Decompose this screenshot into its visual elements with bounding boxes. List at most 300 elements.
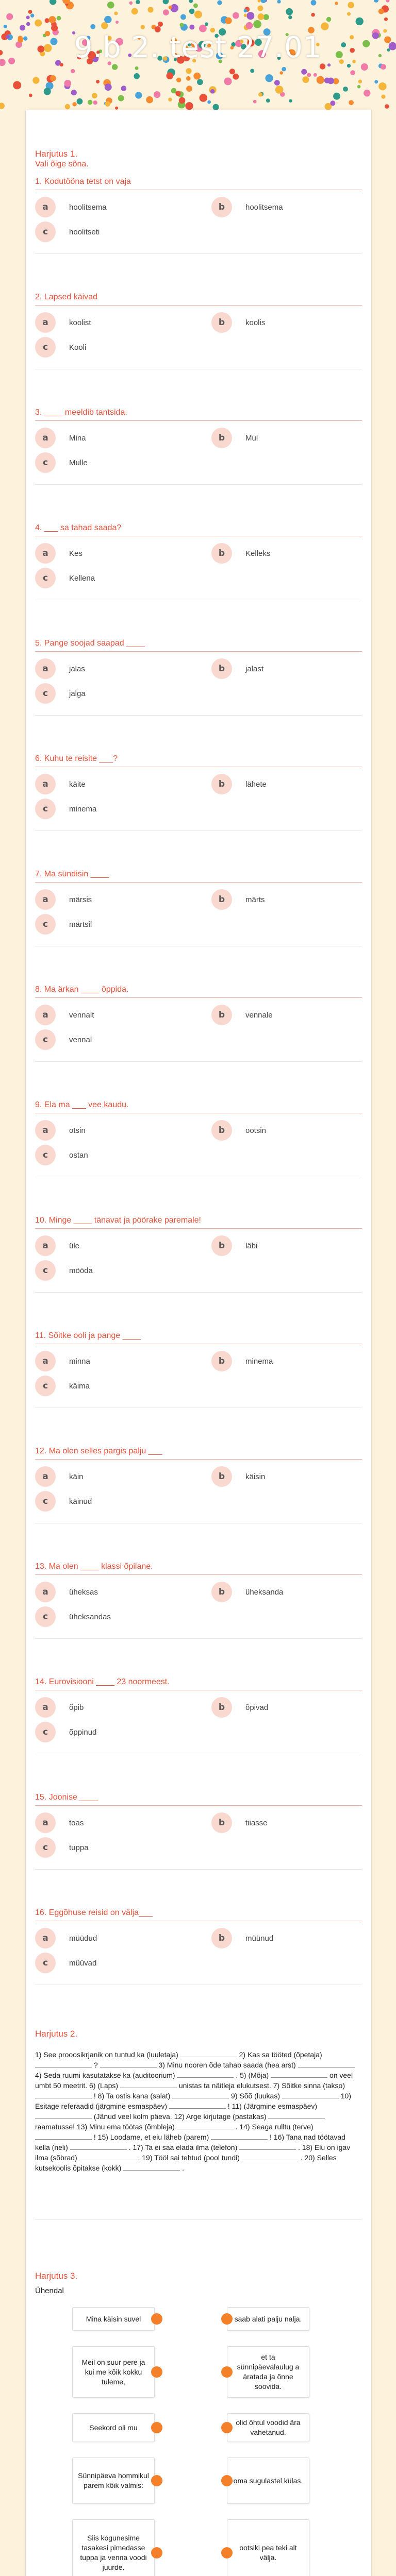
confetti-dot xyxy=(258,92,262,96)
fill-in-blank[interactable] xyxy=(298,2060,355,2067)
option-text: hoolitsema xyxy=(245,202,283,212)
confetti-dot xyxy=(279,71,283,75)
option-a-q3[interactable] xyxy=(35,428,86,448)
option-b-q3[interactable] xyxy=(211,428,258,448)
match-right-card[interactable]: olid õhtul voodid ära vahetanud. xyxy=(227,2413,309,2442)
option-b-q14[interactable] xyxy=(211,1697,268,1718)
option-text: Mina xyxy=(69,433,86,443)
confetti-dot xyxy=(72,102,76,106)
confetti-dot xyxy=(274,80,280,86)
confetti-dot xyxy=(57,16,61,21)
confetti-dot xyxy=(90,24,95,29)
confetti-dot xyxy=(180,14,186,20)
option-letter-a: a xyxy=(35,889,56,910)
option-b-q1[interactable] xyxy=(211,197,283,217)
option-c-q10[interactable] xyxy=(35,1260,93,1281)
option-text: ostan xyxy=(69,1150,88,1160)
confetti-dot xyxy=(29,94,32,97)
confetti-dot xyxy=(154,91,160,98)
match-left-card[interactable]: Sünnipäeva hommikul parem kõik valmis: xyxy=(72,2458,155,2504)
confetti-dot xyxy=(361,63,368,71)
exercise1-title: Harjutus 1. xyxy=(35,149,78,159)
exercise2-text: ! 15) Loodame, et eiu läheb (parem) xyxy=(93,2133,209,2141)
option-a-q12[interactable] xyxy=(35,1466,84,1487)
exercise3-instruction: Ühendal xyxy=(35,2286,64,2295)
exercise2-text: 1) See prooosikrjanik on tuntud ka (luuletaja) xyxy=(35,2050,178,2059)
confetti-dot xyxy=(116,21,119,24)
option-letter-a: a xyxy=(35,543,56,564)
option-text: märsis xyxy=(69,895,92,904)
confetti-dot xyxy=(225,18,232,24)
question-12: 12. Ma olen selles pargis palju ___ xyxy=(35,1447,362,1460)
match-left-card[interactable]: Siis kogunesime tasakesi pimedasse tuppa ja venna voodi juurde. xyxy=(72,2519,155,2576)
option-c-q12[interactable] xyxy=(35,1491,92,1512)
fill-in-blank[interactable] xyxy=(35,2132,92,2140)
confetti-dot xyxy=(197,79,203,85)
match-right-connector[interactable] xyxy=(221,2547,233,2558)
confetti-dot xyxy=(233,12,239,19)
confetti-dot xyxy=(189,9,195,14)
option-letter-c: c xyxy=(35,1837,56,1858)
confetti-dot xyxy=(185,102,193,110)
question-10: 10. Minge ____ tänavat ja pöörake paremale! xyxy=(35,1216,362,1229)
match-left-connector[interactable] xyxy=(151,2313,162,2325)
worksheet-content xyxy=(26,110,371,2576)
confetti-dot xyxy=(77,98,83,105)
confetti-dot xyxy=(282,67,286,72)
option-b-q4[interactable] xyxy=(211,543,270,564)
option-letter-a: a xyxy=(35,1235,56,1256)
option-c-q8[interactable] xyxy=(35,1029,92,1050)
exercise2-text: (Jänud veel kolm päeva. 12) Arge kirjutage (pastakas) xyxy=(93,2112,267,2121)
fill-in-blank[interactable] xyxy=(123,2163,180,2171)
confetti-dot xyxy=(217,1,222,5)
fill-in-blank[interactable] xyxy=(35,2091,92,2098)
option-letter-b: b xyxy=(211,1697,232,1718)
option-text: käisin xyxy=(245,1472,266,1481)
confetti-dot xyxy=(189,25,194,30)
option-a-q16[interactable] xyxy=(35,1928,97,1948)
confetti-dot xyxy=(374,0,378,3)
exercise2-text: ! 16) Tana nad töötavad kella (neli) xyxy=(35,2133,345,2151)
fill-in-blank[interactable] xyxy=(120,2080,177,2088)
confetti-dot xyxy=(167,72,174,79)
worksheet xyxy=(25,110,372,2576)
confetti-dot xyxy=(384,18,388,21)
exercise2-text: ! 11) (Järgmine esmaspäev) xyxy=(227,2102,318,2110)
confetti-dot xyxy=(105,101,110,107)
option-text: hoolitsema xyxy=(69,202,107,212)
option-c-q6[interactable] xyxy=(35,799,96,819)
option-text: Kellena xyxy=(69,573,95,583)
confetti-dot xyxy=(169,6,172,9)
fill-in-blank[interactable] xyxy=(177,2122,234,2129)
exercise2-text: . 20) Selles kutsekoolis õpitakse (kokk) xyxy=(35,2154,337,2172)
option-text: minema xyxy=(245,1357,273,1366)
question-2: 2. Lapsed käivad xyxy=(35,293,362,306)
exercise2-text: ! 8) Ta ostis kana (salat) xyxy=(93,2092,171,2100)
option-letter-b: b xyxy=(211,658,232,679)
option-text: käima xyxy=(69,1381,90,1391)
confetti-dot xyxy=(385,104,389,109)
option-c-q4[interactable] xyxy=(35,568,95,588)
fill-in-blank[interactable] xyxy=(35,2060,92,2067)
confetti-dot xyxy=(107,2,114,9)
option-letter-a: a xyxy=(35,312,56,333)
confetti-dot xyxy=(250,69,254,73)
option-letter-c: c xyxy=(35,1953,56,1973)
fill-in-blank[interactable] xyxy=(70,2142,127,2150)
option-letter-a: a xyxy=(35,1697,56,1718)
confetti-dot xyxy=(320,63,325,69)
fill-in-blank[interactable] xyxy=(211,2132,268,2140)
confetti-dot xyxy=(193,3,198,8)
confetti-dot xyxy=(327,78,334,84)
confetti-dot xyxy=(20,25,25,30)
confetti-dot xyxy=(186,76,191,81)
option-c-q11[interactable] xyxy=(35,1376,90,1396)
confetti-dot xyxy=(45,18,50,23)
exercise2-text: . 18) Elu on igav ilma (sõbrad) xyxy=(35,2143,351,2162)
question-separator xyxy=(35,715,362,716)
option-text: vennalt xyxy=(69,1010,94,1020)
option-c-q3[interactable] xyxy=(35,452,88,473)
question-9: 9. Ela ma ___ vee kaudu. xyxy=(35,1100,362,1113)
confetti-dot xyxy=(258,0,261,3)
option-c-q13[interactable] xyxy=(35,1606,111,1627)
option-text: mööda xyxy=(69,1266,93,1275)
option-letter-b: b xyxy=(211,197,232,217)
confetti-dot xyxy=(112,64,118,70)
confetti-dot xyxy=(115,107,118,110)
fill-in-blank[interactable] xyxy=(239,2142,296,2150)
confetti-dot xyxy=(26,15,30,19)
option-letter-a: a xyxy=(35,1120,56,1141)
match-right-connector[interactable] xyxy=(221,2422,233,2433)
confetti-dot xyxy=(200,94,208,102)
option-text: käinud xyxy=(69,1497,92,1506)
question-separator xyxy=(35,1869,362,1870)
option-text: müünud xyxy=(245,1934,274,1943)
fill-in-blank[interactable] xyxy=(271,2070,327,2078)
option-text: õpivad xyxy=(245,1703,269,1712)
option-b-q11[interactable] xyxy=(211,1351,273,1371)
confetti-dot xyxy=(253,20,261,28)
confetti-dot xyxy=(301,69,307,75)
confetti-dot xyxy=(35,20,42,27)
question-8: 8. Ma ärkan ____ õppida. xyxy=(35,985,362,998)
fill-in-blank[interactable] xyxy=(169,2101,226,2109)
option-letter-c: c xyxy=(35,1260,56,1281)
option-text: käite xyxy=(69,779,86,789)
confetti-dot xyxy=(386,0,389,3)
confetti-dot xyxy=(163,0,169,4)
confetti-dot xyxy=(333,93,340,100)
option-text: Kes xyxy=(69,549,82,558)
option-text: jalast xyxy=(245,664,264,673)
option-a-q2[interactable] xyxy=(35,312,91,333)
option-text: koolis xyxy=(245,318,266,327)
option-b-q15[interactable] xyxy=(211,1812,268,1833)
option-a-q5[interactable] xyxy=(35,658,85,679)
option-letter-a: a xyxy=(35,1351,56,1371)
option-letter-c: c xyxy=(35,1491,56,1512)
exercise2-text: 9) Sõõ (luukas) xyxy=(231,2092,280,2100)
confetti-dot xyxy=(49,16,56,23)
option-c-q15[interactable] xyxy=(35,1837,89,1858)
option-letter-b: b xyxy=(211,1005,232,1025)
confetti-dot xyxy=(194,11,202,19)
confetti-dot xyxy=(381,95,385,99)
fill-in-blank[interactable] xyxy=(242,2153,299,2160)
confetti-dot xyxy=(277,0,281,4)
confetti-dot xyxy=(158,22,163,27)
confetti-dot xyxy=(179,23,184,27)
match-left-connector[interactable] xyxy=(151,2422,162,2433)
option-letter-a: a xyxy=(35,658,56,679)
option-c-q2[interactable] xyxy=(35,337,86,358)
exercise2-text: . 14) Seaga rulltu (terve) xyxy=(235,2123,314,2131)
option-letter-c: c xyxy=(35,1145,56,1165)
confetti-dot xyxy=(50,0,56,5)
confetti-dot xyxy=(314,73,317,77)
confetti-dot xyxy=(374,80,378,83)
confetti-dot xyxy=(253,100,257,104)
option-a-q13[interactable] xyxy=(35,1582,98,1602)
option-text: üheksanda xyxy=(245,1587,284,1597)
confetti-dot xyxy=(134,73,140,79)
match-right-connector[interactable] xyxy=(221,2313,233,2325)
option-letter-b: b xyxy=(211,1466,232,1487)
option-text: õpib xyxy=(69,1703,84,1712)
confetti-dot xyxy=(26,22,30,26)
question-6: 6. Kuhu te reisite ___? xyxy=(35,754,362,767)
option-letter-c: c xyxy=(35,799,56,819)
confetti-dot xyxy=(51,25,58,31)
confetti-dot xyxy=(350,70,355,75)
option-text: märtsil xyxy=(69,920,92,929)
option-letter-c: c xyxy=(35,1376,56,1396)
fill-in-blank[interactable] xyxy=(268,2111,325,2119)
confetti-dot xyxy=(224,77,232,85)
match-right-card[interactable]: ootsiki pea teki alt välja. xyxy=(227,2519,309,2576)
fill-in-blank[interactable] xyxy=(172,2091,229,2098)
confetti-dot xyxy=(330,100,335,106)
confetti-dot xyxy=(244,9,248,13)
question-separator xyxy=(35,484,362,485)
option-text: Kelleks xyxy=(245,549,271,558)
confetti-dot xyxy=(28,10,32,14)
fill-in-blank[interactable] xyxy=(35,2111,92,2119)
option-letter-b: b xyxy=(211,1812,232,1833)
confetti-dot xyxy=(246,12,254,20)
option-letter-c: c xyxy=(35,222,56,242)
confetti-dot xyxy=(114,11,118,15)
confetti-dot xyxy=(0,103,5,109)
match-right-card[interactable]: oma sugulastel külas. xyxy=(227,2458,309,2504)
confetti-dot xyxy=(131,8,138,15)
option-text: otsin xyxy=(69,1126,86,1135)
option-b-q10[interactable] xyxy=(211,1235,257,1256)
option-b-q7[interactable] xyxy=(211,889,265,910)
confetti-dot xyxy=(288,15,292,19)
question-separator xyxy=(35,1292,362,1293)
confetti-dot xyxy=(186,86,192,92)
confetti-dot xyxy=(347,12,351,16)
option-text: koolist xyxy=(69,318,91,327)
option-a-q15[interactable] xyxy=(35,1812,84,1833)
option-b-q13[interactable] xyxy=(211,1582,283,1602)
match-left-card[interactable]: Meil on suur pere ja kui me kõik kokku tuleme, xyxy=(72,2346,155,2398)
option-text: jalas xyxy=(69,664,85,673)
option-c-q7[interactable] xyxy=(35,914,92,935)
confetti-dot xyxy=(179,97,186,104)
match-left-connector[interactable] xyxy=(151,2547,162,2558)
confetti-dot xyxy=(266,98,270,103)
confetti-dot xyxy=(321,22,328,30)
exercise2-text: ? xyxy=(93,2061,98,2069)
option-letter-a: a xyxy=(35,197,56,217)
confetti-dot xyxy=(349,100,354,105)
option-letter-b: b xyxy=(211,1928,232,1948)
confetti-dot xyxy=(121,86,127,91)
option-text: õppinud xyxy=(69,1727,97,1737)
exercise2-title: Harjutus 2. xyxy=(35,2029,78,2039)
question-1: 1. Kodutööna tetst on vaja xyxy=(35,177,362,190)
exercise2-text: 10) Esitage referaadid (järgmine esmaspäev) xyxy=(35,2092,351,2110)
option-b-q2[interactable] xyxy=(211,312,265,333)
fill-in-blank[interactable] xyxy=(100,2060,157,2067)
confetti-dot xyxy=(358,80,362,83)
confetti-dot xyxy=(307,73,311,77)
exercise2-text: . 19) Tööl sai tehtud (pool tundi) xyxy=(138,2154,240,2162)
confetti-dot xyxy=(163,9,169,15)
match-right-card[interactable]: saab alati palju nalja. xyxy=(227,2307,309,2331)
option-letter-b: b xyxy=(211,543,232,564)
option-a-q1[interactable] xyxy=(35,197,107,217)
exercise-separator xyxy=(35,2219,362,2220)
match-left-connector[interactable] xyxy=(151,2475,162,2486)
fill-in-blank[interactable] xyxy=(177,2070,234,2078)
option-text: lähete xyxy=(245,779,267,789)
confetti-dot xyxy=(244,14,247,17)
match-left-card[interactable]: Mina käisin suvel xyxy=(72,2307,155,2331)
confetti-dot xyxy=(275,86,284,94)
option-text: minna xyxy=(69,1357,90,1366)
confetti-dot xyxy=(261,0,267,3)
fill-in-blank[interactable] xyxy=(180,2049,237,2057)
page-title: 9.b 2. test 27.01 xyxy=(74,31,322,64)
confetti-dot xyxy=(364,90,370,96)
option-letter-a: a xyxy=(35,1466,56,1487)
option-letter-c: c xyxy=(35,1029,56,1050)
option-a-q8[interactable] xyxy=(35,1005,94,1025)
fill-in-blank[interactable] xyxy=(282,2091,339,2098)
option-b-q9[interactable] xyxy=(211,1120,266,1141)
option-text: vennale xyxy=(245,1010,273,1020)
match-right-connector[interactable] xyxy=(221,2475,233,2486)
option-a-q11[interactable] xyxy=(35,1351,90,1371)
option-letter-c: c xyxy=(35,452,56,473)
question-11: 11. Sõitke ooli ja pange ____ xyxy=(35,1331,362,1344)
confetti-dot xyxy=(105,83,112,91)
option-c-q5[interactable] xyxy=(35,683,86,704)
match-right-card[interactable]: et ta sünnipäevalaulug a äratada ja õnne soovida. xyxy=(227,2346,309,2398)
fill-in-blank[interactable] xyxy=(79,2153,136,2160)
option-text: Kooli xyxy=(69,343,87,352)
option-text: toas xyxy=(69,1818,84,1827)
match-left-card[interactable]: Seekord oli mu xyxy=(72,2413,155,2442)
confetti-dot xyxy=(92,93,97,98)
confetti-dot xyxy=(176,78,181,82)
confetti-dot xyxy=(266,74,273,82)
option-a-q6[interactable] xyxy=(35,774,86,794)
confetti-dot xyxy=(302,76,309,83)
option-b-q5[interactable] xyxy=(211,658,263,679)
option-a-q10[interactable] xyxy=(35,1235,79,1256)
option-c-q9[interactable] xyxy=(35,1145,88,1165)
option-a-q7[interactable] xyxy=(35,889,92,910)
option-b-q12[interactable] xyxy=(211,1466,265,1487)
option-a-q4[interactable] xyxy=(35,543,82,564)
exercise2-text: 4) Seda ruumi kasutatakse ka (auditoorium) xyxy=(35,2071,175,2079)
exercise2-text: 3) Minu nooren õde tahab saada (hea arst) xyxy=(158,2061,296,2069)
question-separator xyxy=(35,1638,362,1639)
exercise2-text: unistas ta näitleja elukutsest. 7) Sõitke sinna (takso) xyxy=(178,2081,345,2090)
confetti-dot xyxy=(189,0,193,3)
confetti-dot xyxy=(378,82,386,90)
confetti-dot xyxy=(347,64,351,67)
option-letter-b: b xyxy=(211,1235,232,1256)
option-text: üheksas xyxy=(69,1587,98,1597)
option-b-q6[interactable] xyxy=(211,774,267,794)
confetti-dot xyxy=(317,76,324,84)
option-text: ootsin xyxy=(245,1126,267,1135)
confetti-dot xyxy=(64,80,72,87)
question-4: 4. ___ sa tahad saada? xyxy=(35,523,362,536)
exercise2-paragraph xyxy=(35,2049,362,2173)
question-separator xyxy=(35,253,362,254)
confetti-dot xyxy=(4,25,7,28)
match-left-connector[interactable] xyxy=(151,2366,162,2378)
exercise2-text: 2) Kas sa tööted (õpetaja) xyxy=(239,2050,322,2059)
exercise3-title: Harjutus 3. xyxy=(35,2271,78,2281)
confetti-dot xyxy=(335,2,338,5)
option-text: tuppa xyxy=(69,1843,89,1852)
confetti-dot xyxy=(210,89,215,94)
confetti-dot xyxy=(71,90,77,95)
option-letter-a: a xyxy=(35,1812,56,1833)
option-a-q9[interactable] xyxy=(35,1120,86,1141)
confetti-dot xyxy=(6,13,13,20)
confetti-dot xyxy=(32,77,39,83)
option-b-q8[interactable] xyxy=(211,1005,273,1025)
confetti-dot xyxy=(146,96,153,104)
option-c-q1[interactable] xyxy=(35,222,100,242)
option-c-q14[interactable] xyxy=(35,1722,96,1742)
confetti-dot xyxy=(101,22,108,29)
question-5: 5. Pange soojad saapad ____ xyxy=(35,639,362,652)
confetti-dot xyxy=(135,92,142,98)
confetti-dot xyxy=(356,18,364,25)
confetti-dot xyxy=(129,2,133,5)
option-a-q14[interactable] xyxy=(35,1697,84,1718)
option-c-q16[interactable] xyxy=(35,1953,96,1973)
option-letter-b: b xyxy=(211,1582,232,1602)
option-b-q16[interactable] xyxy=(211,1928,273,1948)
confetti-dot xyxy=(258,13,265,20)
match-right-connector[interactable] xyxy=(221,2366,233,2378)
